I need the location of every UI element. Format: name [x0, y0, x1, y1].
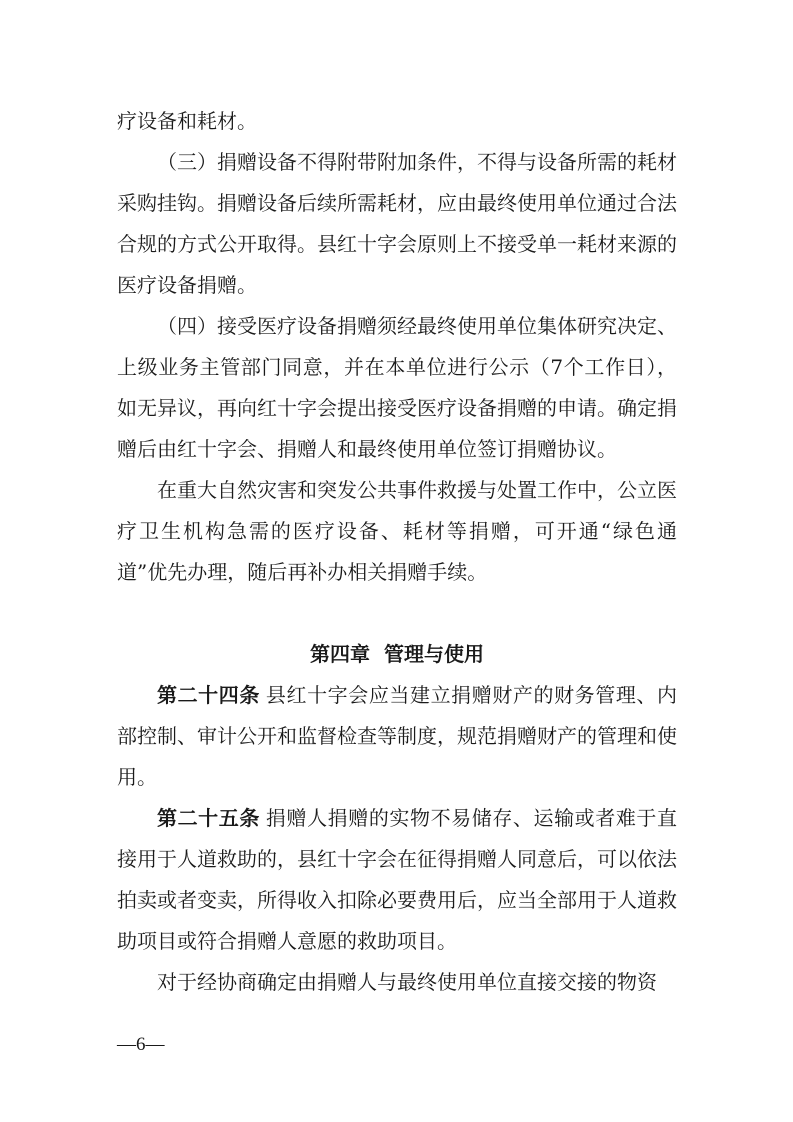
article-24-number: 第二十四条 [157, 683, 260, 707]
article-25-text: 捐赠人捐赠的实物不易储存、运输或者难于直接用于人道救助的，县红十字会在征得捐赠人同意后，可以依法拍卖或者变卖，所得收入扣除必要费用后，应当全部用于人道救助项目或符合捐赠人意愿的救助项目。 [117, 806, 678, 953]
paragraph-item-three: （三）捐赠设备不得附带附加条件，不得与设备所需的耗材采购挂钩。捐赠设备后续所需耗材，应由最终使用单位通过合法合规的方式公开取得。县红十字会原则上不接受单一耗材来源的医疗设备捐赠。 [117, 150, 677, 297]
paragraph-item-four: （四）接受医疗设备捐赠须经最终使用单位集体研究决定、上级业务主管部门同意，并在本单位进行公示（7个工作日），如无异议，再向红十字会提出接受医疗设备捐赠的申请。确定捐赠后由红十字会、捐赠人和最终使用单位签订捐赠协议。 [117, 314, 677, 461]
chapter-title: 第四章 管理与使用 [310, 642, 484, 666]
article-24 [117, 675, 677, 798]
paragraph-last: 对于经协商确定由捐赠人与最终使用单位直接交接的物资 [157, 970, 657, 994]
article-24-text: 县红十字会应当建立捐赠财产的财务管理、内部控制、审计公开和监督检查等制度，规范捐赠财产的管理和使用。 [117, 683, 678, 789]
article-25-number: 第二十五条 [157, 806, 260, 830]
paragraph-continuation: 疗设备和耗材。 [117, 109, 257, 133]
paragraph-green-channel: 在重大自然灾害和突发公共事件救援与处置工作中，公立医疗卫生机构急需的医疗设备、耗材等捐赠，可开通“绿色通道”优先办理，随后再补办相关捐赠手续。 [117, 478, 677, 584]
document-body [117, 101, 677, 1003]
page-number: —6— [117, 1034, 165, 1055]
article-25 [117, 798, 677, 962]
